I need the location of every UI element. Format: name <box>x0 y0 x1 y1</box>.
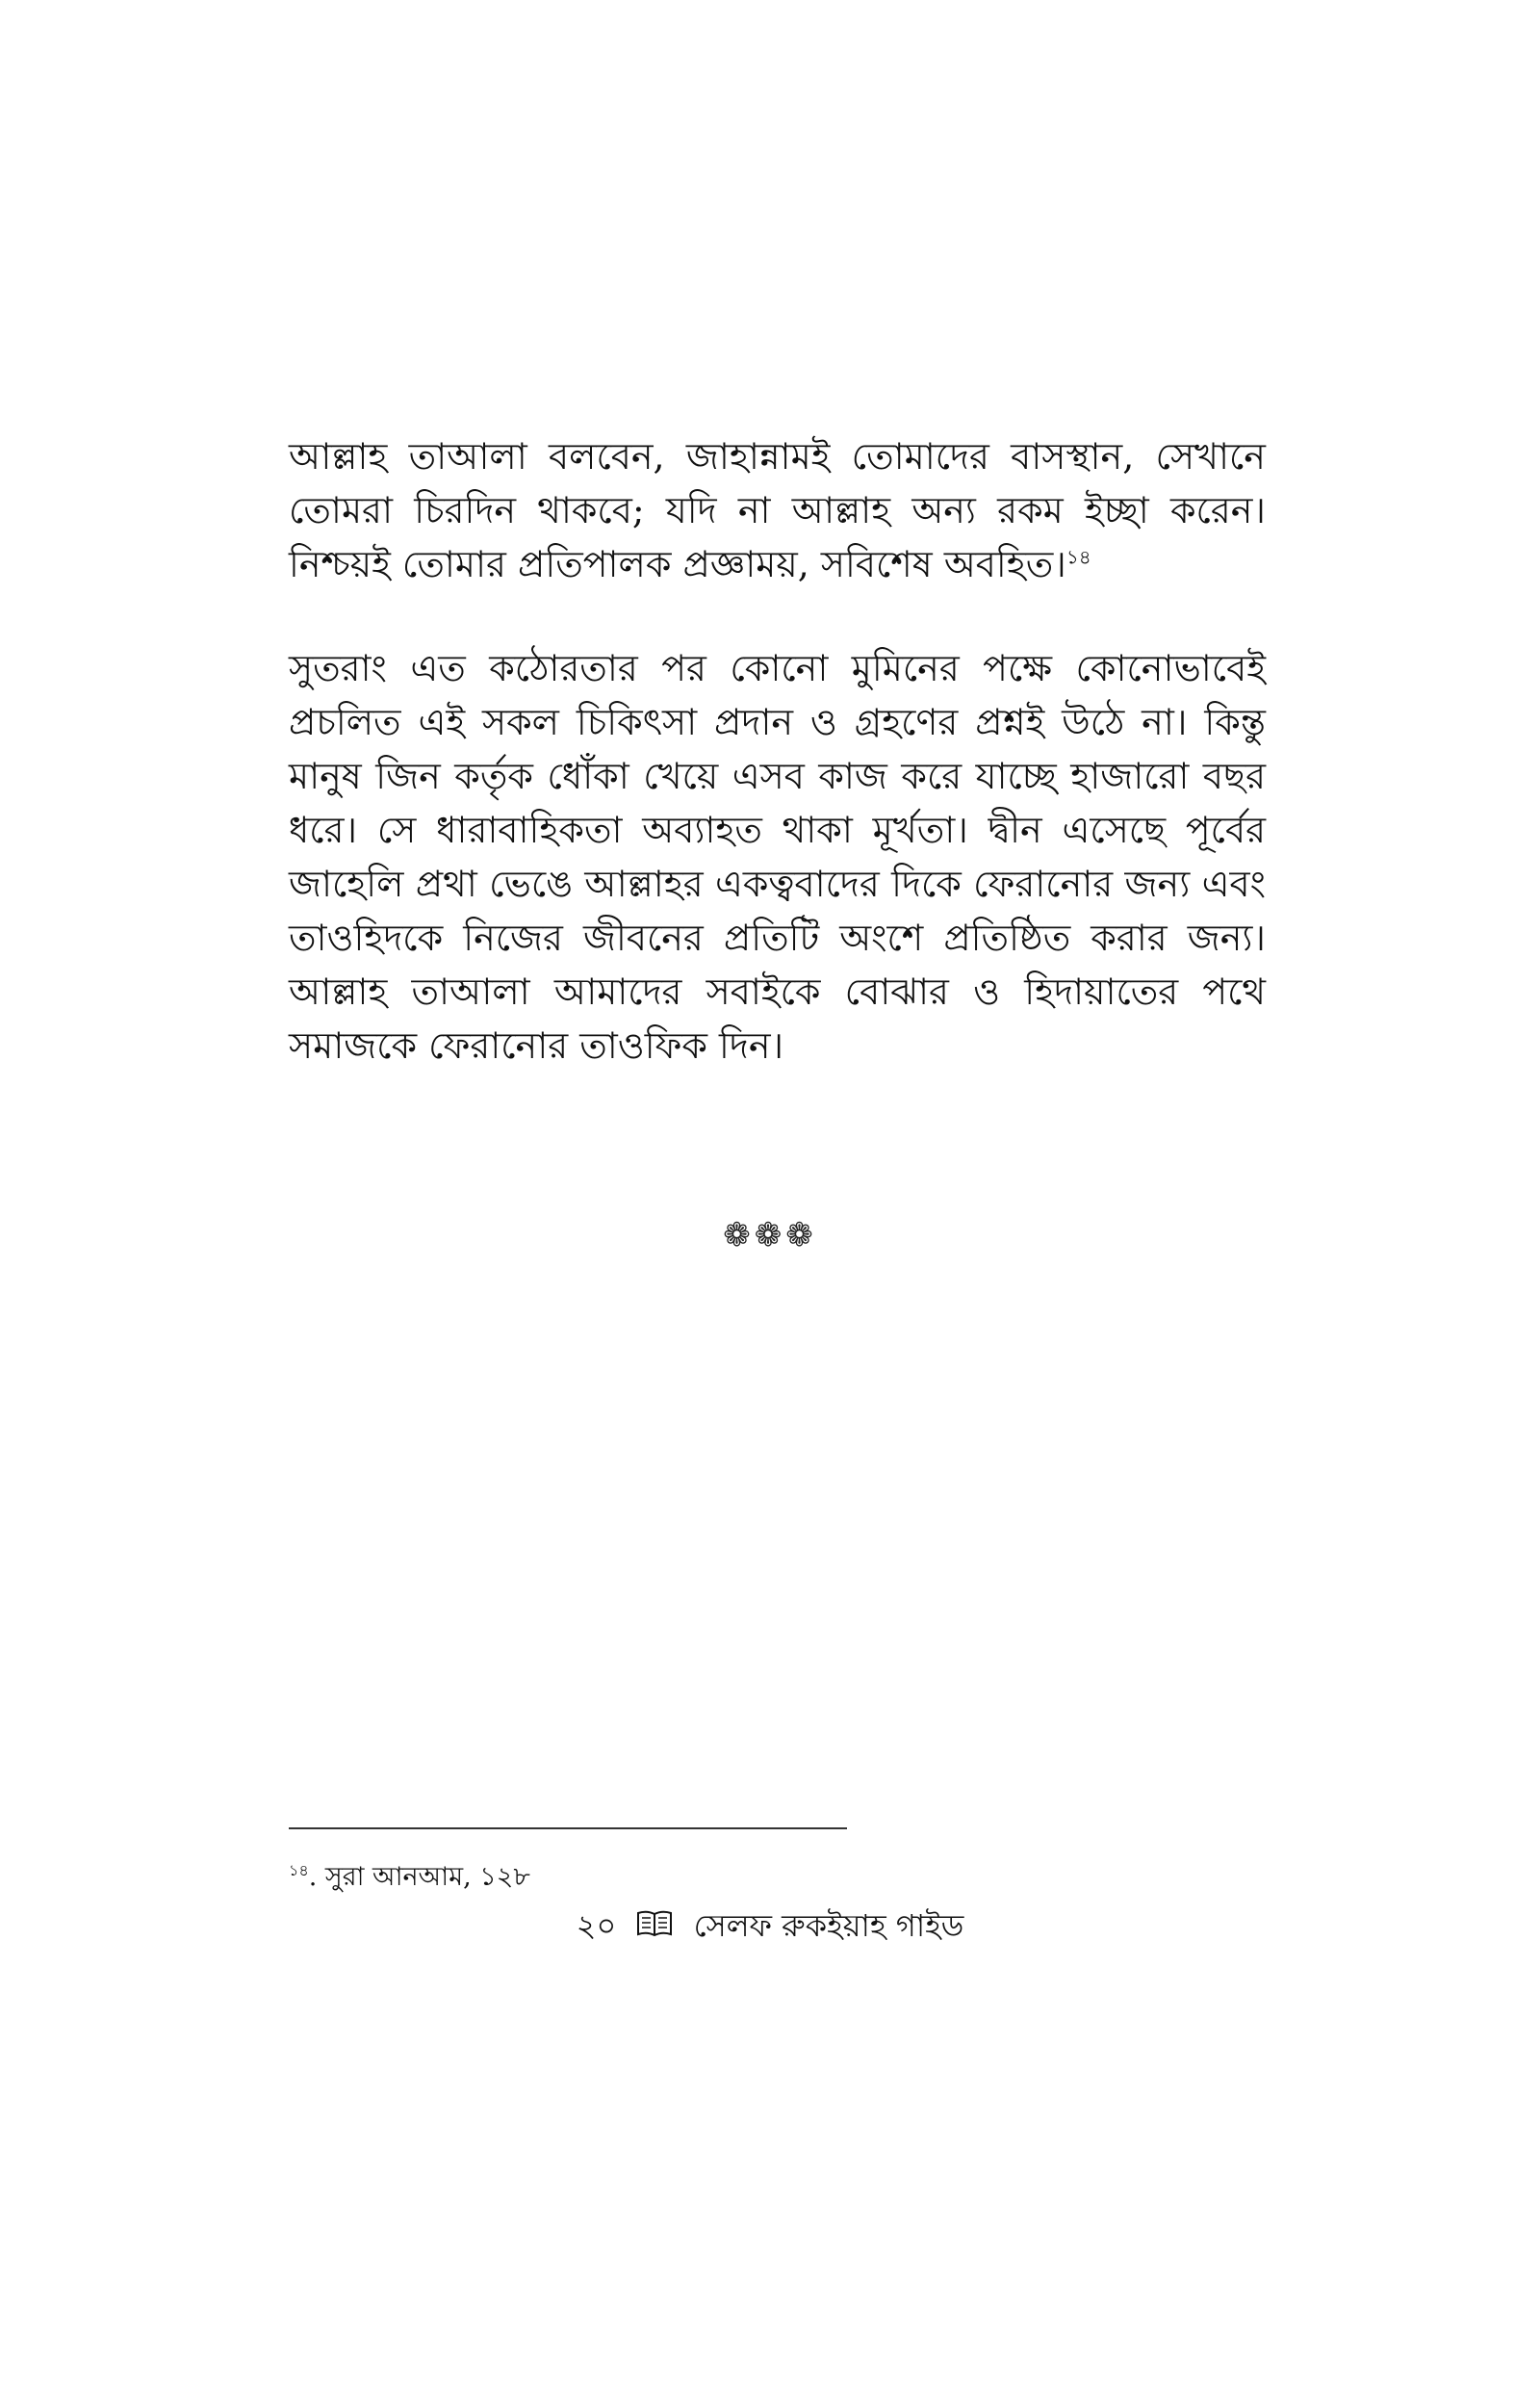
section-divider-ornament: ❁❁❁ <box>723 1216 817 1255</box>
paragraph-1-text: আল্লাহ তাআলা বলবেন, জাহান্নামই তোমাদের বাসস্থান, সেখানে তোমরা চিরদিন থাকবে; যদি না আল্লাহ অন্য রকম ইচ্ছা করেন। নিশ্চয়ই তোমার প্রতিপালক প্রজ্ঞাময়, সবিশেষ অবহিত। <box>289 435 1266 585</box>
body-paragraph-2: সুতরাং এত কঠোরতার পর কোনো মুমিনের পক্ষে কোনোভাবেই প্রচলিত এই সকল চিকিৎসা প্রদান ও গ্রহণের প্রশ্নই উঠে না। কিন্তু মানুষ জিন কর্তৃক ধোঁকা খেয়ে এসব কাজ করে যাচ্ছে হাজারো বছর ধরে। সে ধারাবাহিকতা অব্যাহত থাকা মূর্খতা। দ্বীন এসেছে পূর্বের জাহেলি প্রথা ভেঙে আল্লাহর একত্ববাদের দিকে ফেরানোর জন্য এবং তাওহিদকে নিজের জীবনের প্রতিটি অংশে প্রতিষ্ঠিত করার জন্য। আল্লাহ তাআলা আমাদের সবাইকে বোঝার ও হিদায়াতের পথে সমাজকে ফেরানোর তাওফিক দিন। <box>289 647 1266 1067</box>
book-title: সেলফ রুকইয়াহ গাইড <box>693 1907 964 1944</box>
page-footer <box>0 1904 1540 1950</box>
footnote-reference[interactable]: ১৪ <box>1065 545 1091 569</box>
footnote-text: . সুরা আনআম, ১২৮ <box>308 1862 530 1892</box>
footnote <box>289 1860 530 1895</box>
footnote-number: ১৪ <box>289 1861 309 1879</box>
body-paragraph-1 <box>289 429 1266 591</box>
page-number: ২০ <box>576 1907 617 1944</box>
footnote-separator <box>289 1827 847 1829</box>
open-book-icon <box>635 1907 674 1950</box>
